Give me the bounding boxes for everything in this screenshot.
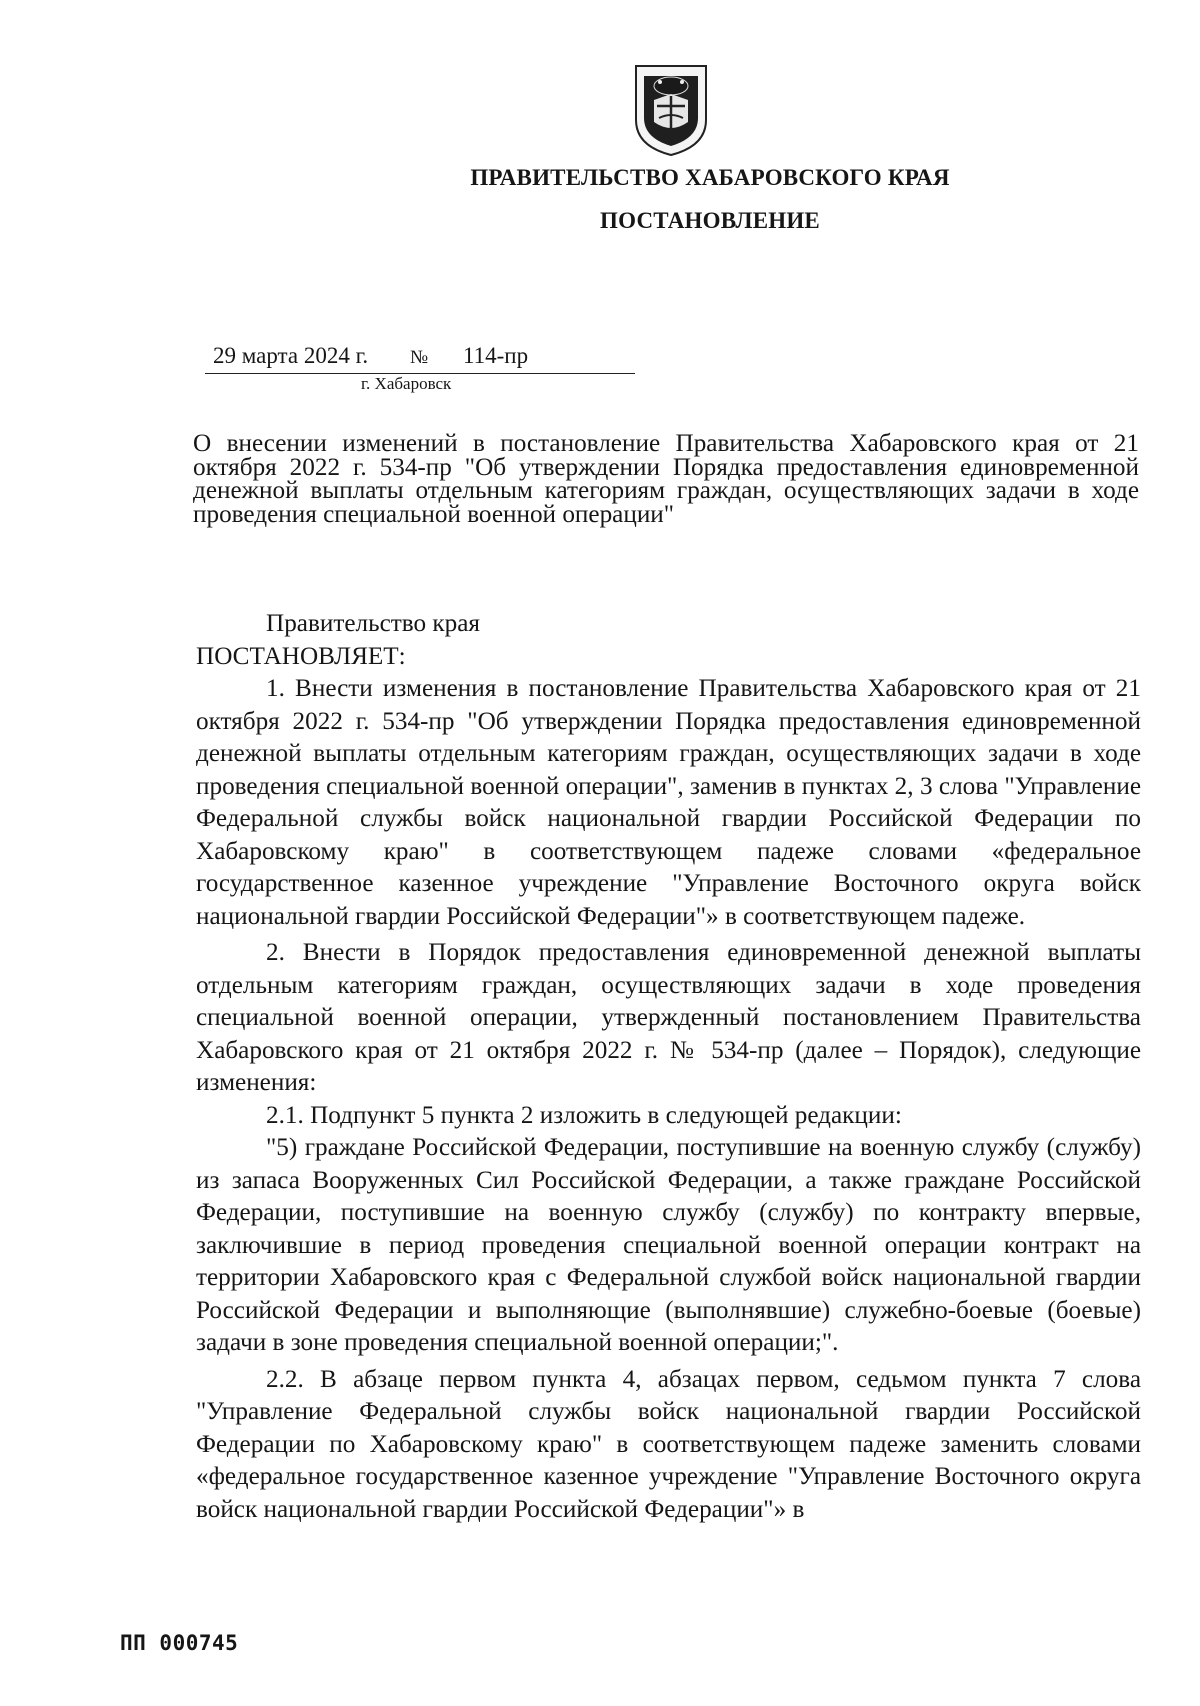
- document-type: ПОСТАНОВЛЕНИЕ: [600, 208, 820, 233]
- document-number: 114-пр: [463, 343, 529, 368]
- paragraph-1: 1. Внести изменения в постановление Правительства Хабаровского края от 21 октября 2022 г. 534-пр "Об утверждении Порядка предоставления единовременной денежной выплаты отдельным категориям граждан, осуществляющих задачи в ходе проведения специальной военной операции", заменив в пунктах 2, 3 слова "Управление Федеральной службы войск национальной гвардии Российской Федерации по Хабаровскому краю" в соответствующем падеже словами «федеральное государственное казенное учреждение "Управление Восточного округа войск национальной гвардии Российской Федерации"» в соответствующем падеже.: [196, 675, 1141, 930]
- date-number-line: [205, 343, 635, 374]
- government-line: Правительство края: [266, 610, 480, 637]
- paragraph-2-1-text: "5) граждане Российской Федерации, поступившие на военную службу (службу) из запаса Вооруженных Сил Российской Федерации, а также граждане Российской Федерации, поступившие на военную службу (службу) по контракту впервые, заключившие в период проведения специальной военной операции контракт на территории Хабаровского края с Федеральной службой войск национальной гвардии Российской Федерации и выполняющие (выполнявшие) служебно-боевые (боевые) задачи в зоне проведения специальной военной операции;".: [196, 1134, 1141, 1356]
- paragraph-2-1: 2.1. Подпункт 5 пункта 2 изложить в следующей редакции:: [266, 1101, 902, 1129]
- document-date: 29 марта 2024 г.: [213, 343, 369, 368]
- form-code: ПП 000745: [120, 1631, 239, 1655]
- organization-name: ПРАВИТЕЛЬСТВО ХАБАРОВСКОГО КРАЯ: [470, 165, 950, 190]
- document-title: О внесении изменений в постановление Правительства Хабаровского края от 21 октября 2022 г. 534-пр "Об утверждении Порядка предоставления единовременной денежной выплаты отдельным категориям граждан, осуществляющих задачи в ходе проведения специальной военной операции": [193, 430, 1139, 528]
- paragraph-2-2: 2.2. В абзаце первом пункта 4, абзацах первом, седьмом пункта 7 слова "Управление Федеральной службы войск национальной гвардии Российской Федерации по Хабаровскому краю" в соответствующем падеже заменить словами «федеральное государственное казенное учреждение "Управление Восточного округа войск национальной гвардии Российской Федерации"» в: [196, 1365, 1141, 1523]
- document-city: г. Хабаровск: [361, 374, 452, 393]
- resolves-line: ПОСТАНОВЛЯЕТ:: [196, 642, 406, 670]
- document-body: [196, 608, 1141, 1526]
- number-sign: №: [410, 347, 429, 368]
- paragraph-2: 2. Внести в Порядок предоставления единовременной денежной выплаты отдельным категориям граждан, осуществляющих задачи в ходе проведения специальной военной операции, утвержденный постановлением Правительства Хабаровского края от 21 октября 2022 г. № 534-пр (далее – Порядок), следующие изменения:: [196, 939, 1141, 1096]
- coat-of-arms-emblem: [632, 62, 710, 158]
